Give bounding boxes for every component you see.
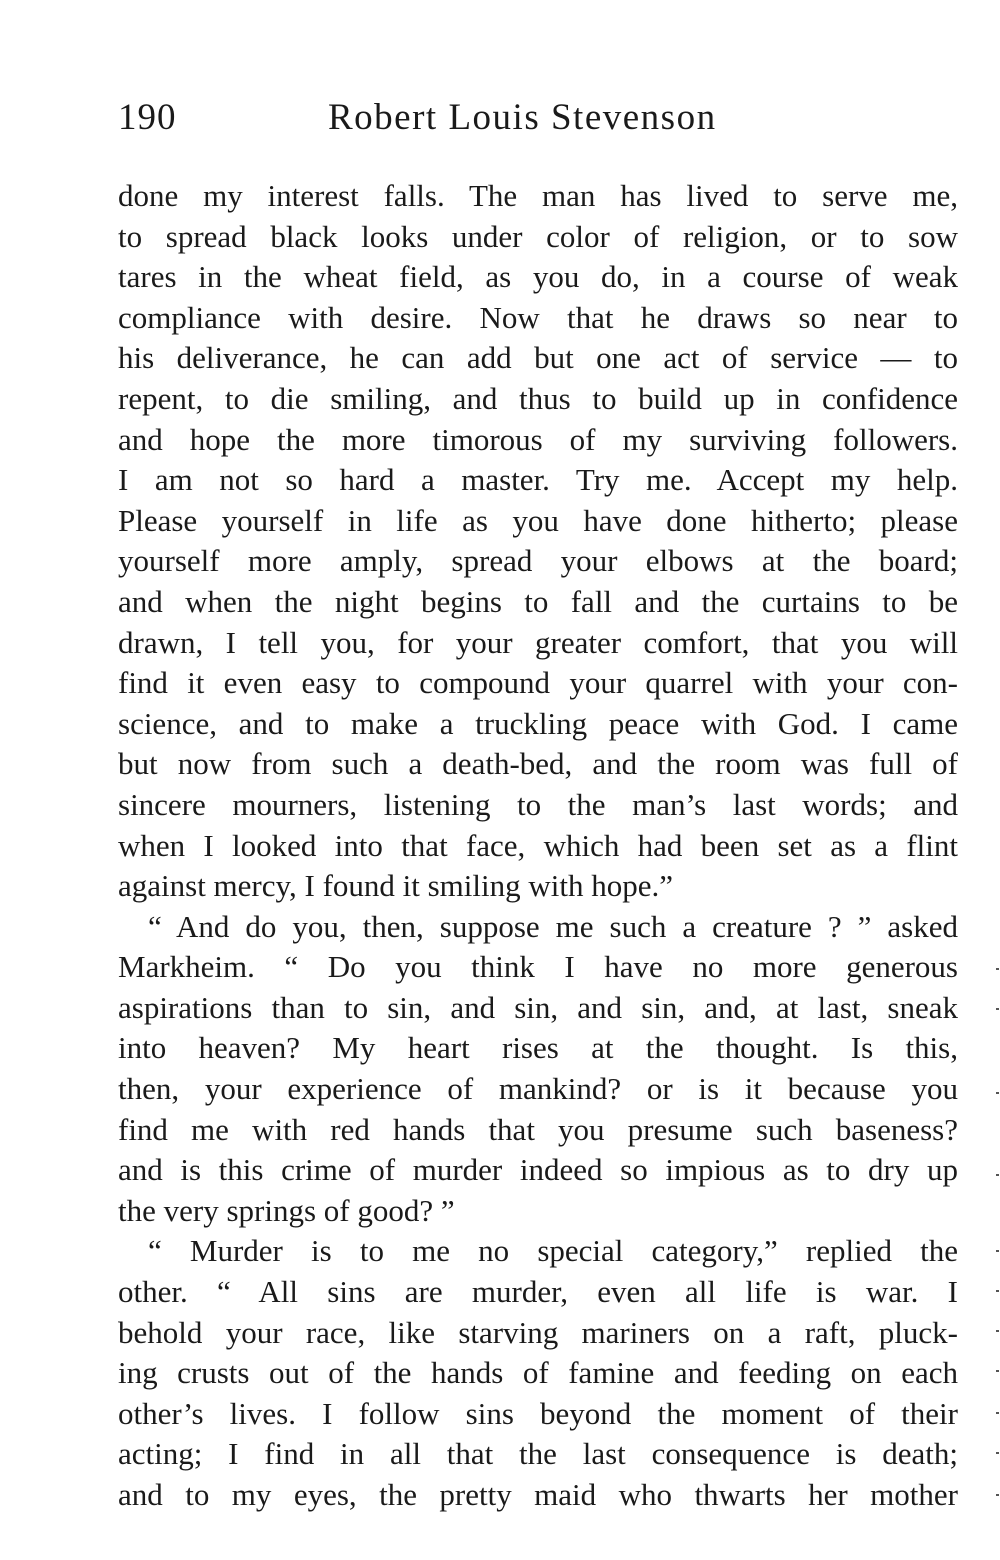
scan-mark: [996, 1452, 999, 1454]
text-line: I am not so hard a master. Try me. Accept my help.: [118, 462, 958, 498]
running-head: [118, 96, 958, 146]
text-line: repent, to die smiling, and thus to build up in confidence: [118, 380, 958, 416]
text-line: but now from such a death-bed, and the room was full of: [118, 746, 958, 782]
text-line: yourself more amply, spread your elbows at the board;: [118, 543, 958, 579]
text-line: drawn, I tell you, for your greater comfort, that you will: [118, 624, 958, 660]
text-line: when I looked into that face, which had been set as a flint: [118, 827, 958, 863]
text-line: then, your experience of mankind? or is it because you: [118, 1071, 958, 1107]
text-line: Markheim. “ Do you think I have no more generous: [118, 949, 958, 985]
text-line: sincere mourners, listening to the man’s last words; and: [118, 786, 958, 822]
text-line: aspirations than to sin, and sin, and sin, and, at last, sneak: [118, 989, 958, 1025]
text-line: acting; I find in all that the last consequence is death;: [118, 1436, 958, 1472]
scan-mark: [996, 1330, 999, 1332]
text-line: find me with red hands that you presume such baseness?: [118, 1111, 958, 1147]
scan-mark: [996, 1494, 999, 1496]
text-line: find it even easy to compound your quarrel with your con-: [118, 665, 958, 701]
text-line: to spread black looks under color of religion, or to sow: [118, 218, 958, 254]
paragraph-start-line: “ And do you, then, suppose me such a creature ? ” asked: [148, 908, 958, 944]
scan-edge-marks: [994, 960, 1000, 1520]
scan-mark: [996, 1174, 999, 1176]
text-line: other. “ All sins are murder, even all life is war. I: [118, 1274, 958, 1310]
scan-mark: [996, 1092, 999, 1094]
text-line: tares in the wheat field, as you do, in a course of weak: [118, 259, 958, 295]
text-line: his deliverance, he can add but one act of service — to: [118, 340, 958, 376]
paragraph-end-line: the very springs of good? ”: [118, 1192, 455, 1228]
scan-mark: [996, 968, 999, 970]
text-line: Please yourself in life as you have done hitherto; please: [118, 502, 958, 538]
scan-mark: [996, 1412, 999, 1414]
scan-mark: [996, 1290, 999, 1292]
paragraph-end-line: against mercy, I found it smiling with hope.”: [118, 868, 674, 904]
text-line: other’s lives. I follow sins beyond the moment of their: [118, 1395, 958, 1431]
running-title: Robert Louis Stevenson: [328, 97, 717, 138]
page-number: 190: [118, 97, 177, 138]
scan-mark: [996, 1008, 999, 1010]
paragraph-start-line: “ Murder is to me no special category,” replied the: [148, 1233, 958, 1269]
text-line: behold your race, like starving mariners on a raft, pluck-: [118, 1314, 958, 1350]
text-line: and is this crime of murder indeed so impious as to dry up: [118, 1152, 958, 1188]
text-line: and hope the more timorous of my surviving followers.: [118, 421, 958, 457]
text-line: done my interest falls. The man has lived to serve me,: [118, 178, 958, 213]
text-line: into heaven? My heart rises at the thought. Is this,: [118, 1030, 958, 1066]
scan-mark: [996, 1250, 999, 1252]
text-line: and to my eyes, the pretty maid who thwarts her mother: [118, 1477, 958, 1512]
text-line: compliance with desire. Now that he draws so near to: [118, 299, 958, 335]
text-line: and when the night begins to fall and the curtains to be: [118, 583, 958, 619]
text-line: science, and to make a truckling peace with God. I came: [118, 705, 958, 741]
scan-mark: [996, 1370, 999, 1372]
body-text: [118, 176, 958, 1516]
text-line: ing crusts out of the hands of famine and feeding on each: [118, 1355, 958, 1391]
